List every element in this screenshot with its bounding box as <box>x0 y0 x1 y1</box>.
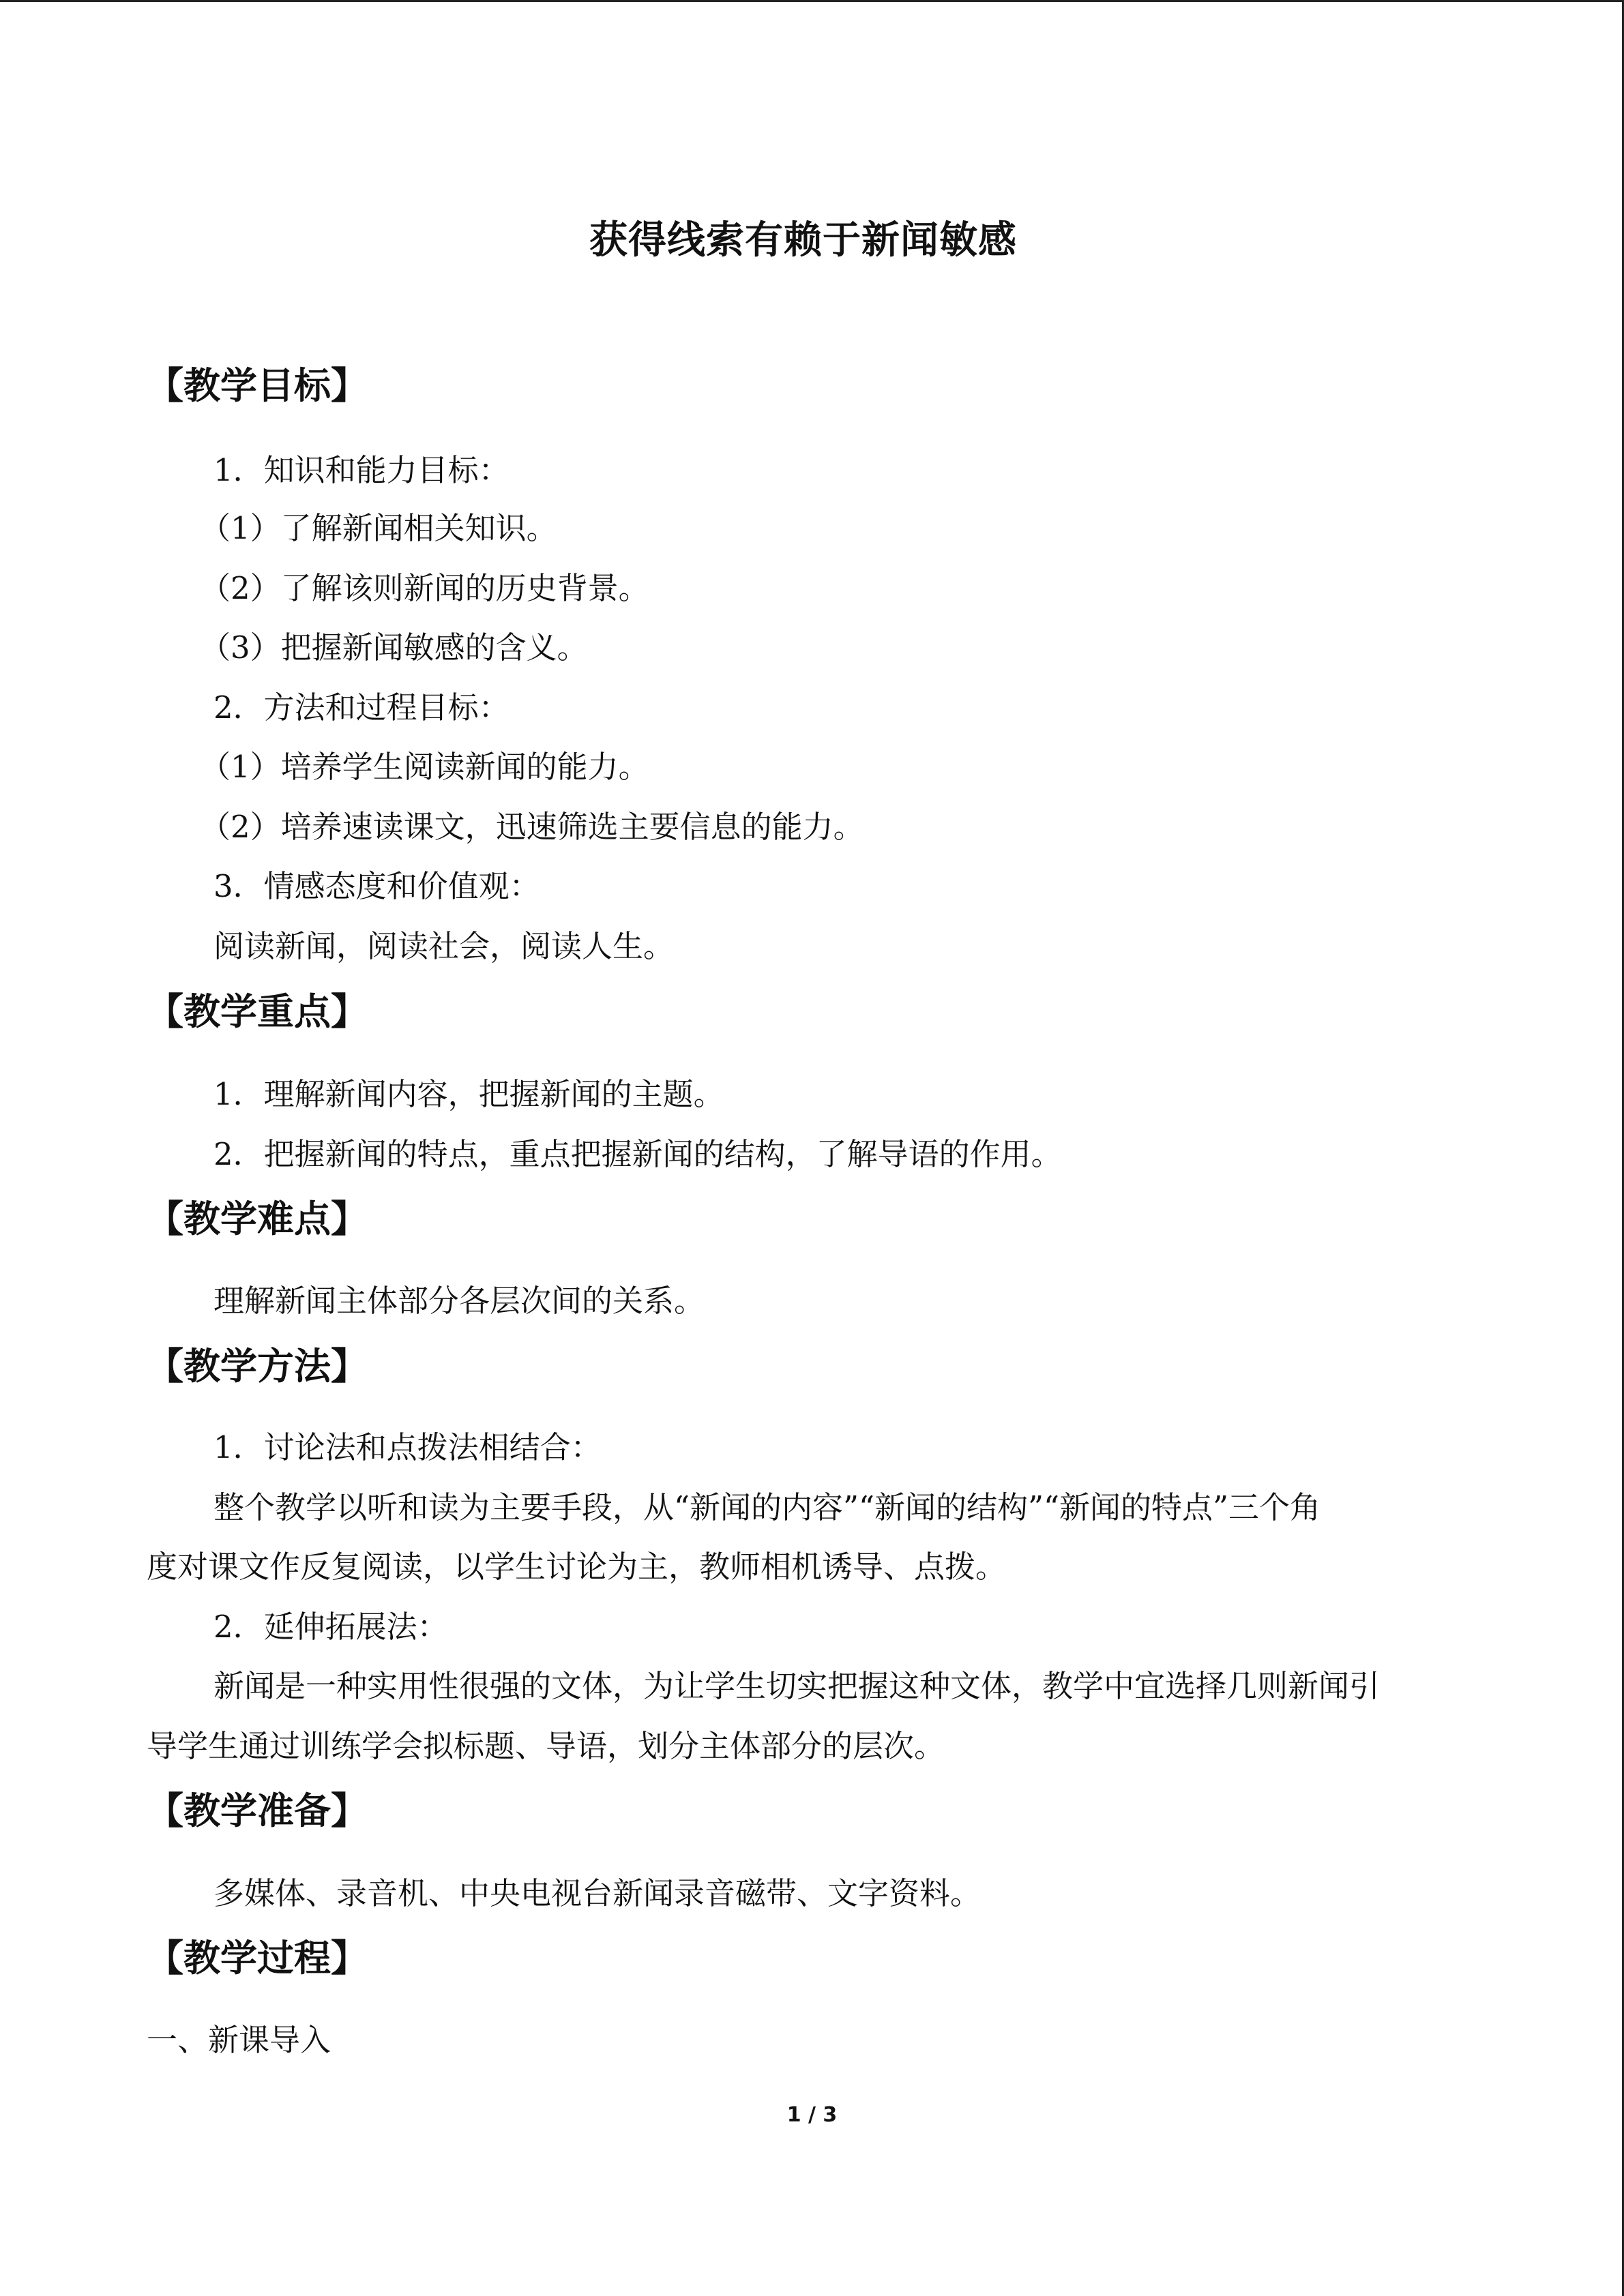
difficulties-line: 理解新闻主体部分各层次间的关系。 <box>213 1283 705 1319</box>
methods-line: 1．讨论法和点拨法相结合： <box>213 1429 602 1465</box>
page-number: 1 / 3 <box>786 2103 838 2127</box>
key-points-line: 1．理解新闻内容，把握新闻的主题。 <box>213 1076 724 1112</box>
methods-line: 2．延伸拓展法： <box>213 1609 448 1645</box>
methods-line: 整个教学以听和读为主要手段，从“新闻的内容”“新闻的结构”“新闻的特点”三个角 <box>213 1489 1321 1525</box>
methods-heading: 【教学方法】 <box>147 1345 368 1388</box>
objectives-heading: 【教学目标】 <box>147 364 368 407</box>
page-border-top <box>0 0 1624 2</box>
methods-line: 导学生通过训练学会拟标题、导语，划分主体部分的层次。 <box>147 1728 945 1764</box>
objectives-line: （2）培养速读课文，迅速筛选主要信息的能力。 <box>200 809 864 845</box>
process-line: 一、新课导入 <box>147 2022 331 2058</box>
key-points-heading: 【教学重点】 <box>147 990 368 1033</box>
methods-line: 新闻是一种实用性很强的文体，为让学生切实把握这种文体，教学中宜选择几则新闻引 <box>213 1668 1381 1704</box>
difficulties-heading: 【教学难点】 <box>147 1197 368 1240</box>
objectives-line: 2．方法和过程目标： <box>213 689 510 726</box>
objectives-line: （2）了解该则新闻的历史背景。 <box>200 570 649 606</box>
document-title: 获得线索有赖于新闻敏感 <box>589 218 1017 263</box>
preparation-line: 多媒体、录音机、中央电视台新闻录音磁带、文字资料。 <box>213 1875 981 1911</box>
methods-line: 度对课文作反复阅读，以学生讨论为主，教师相机诱导、点拨。 <box>147 1549 1007 1585</box>
objectives-line: 阅读新闻，阅读社会，阅读人生。 <box>213 928 675 964</box>
objectives-line: （1）了解新闻相关知识。 <box>200 510 557 546</box>
objectives-line: （3）把握新闻敏感的含义。 <box>200 629 588 666</box>
objectives-line: （1）培养学生阅读新闻的能力。 <box>200 749 649 785</box>
key-points-line: 2．把握新闻的特点，重点把握新闻的结构，了解导语的作用。 <box>213 1136 1062 1172</box>
objectives-line: 1．知识和能力目标： <box>213 452 510 488</box>
preparation-heading: 【教学准备】 <box>147 1789 368 1832</box>
objectives-line: 3．情感态度和价值观： <box>213 868 540 904</box>
process-heading: 【教学过程】 <box>147 1937 368 1980</box>
